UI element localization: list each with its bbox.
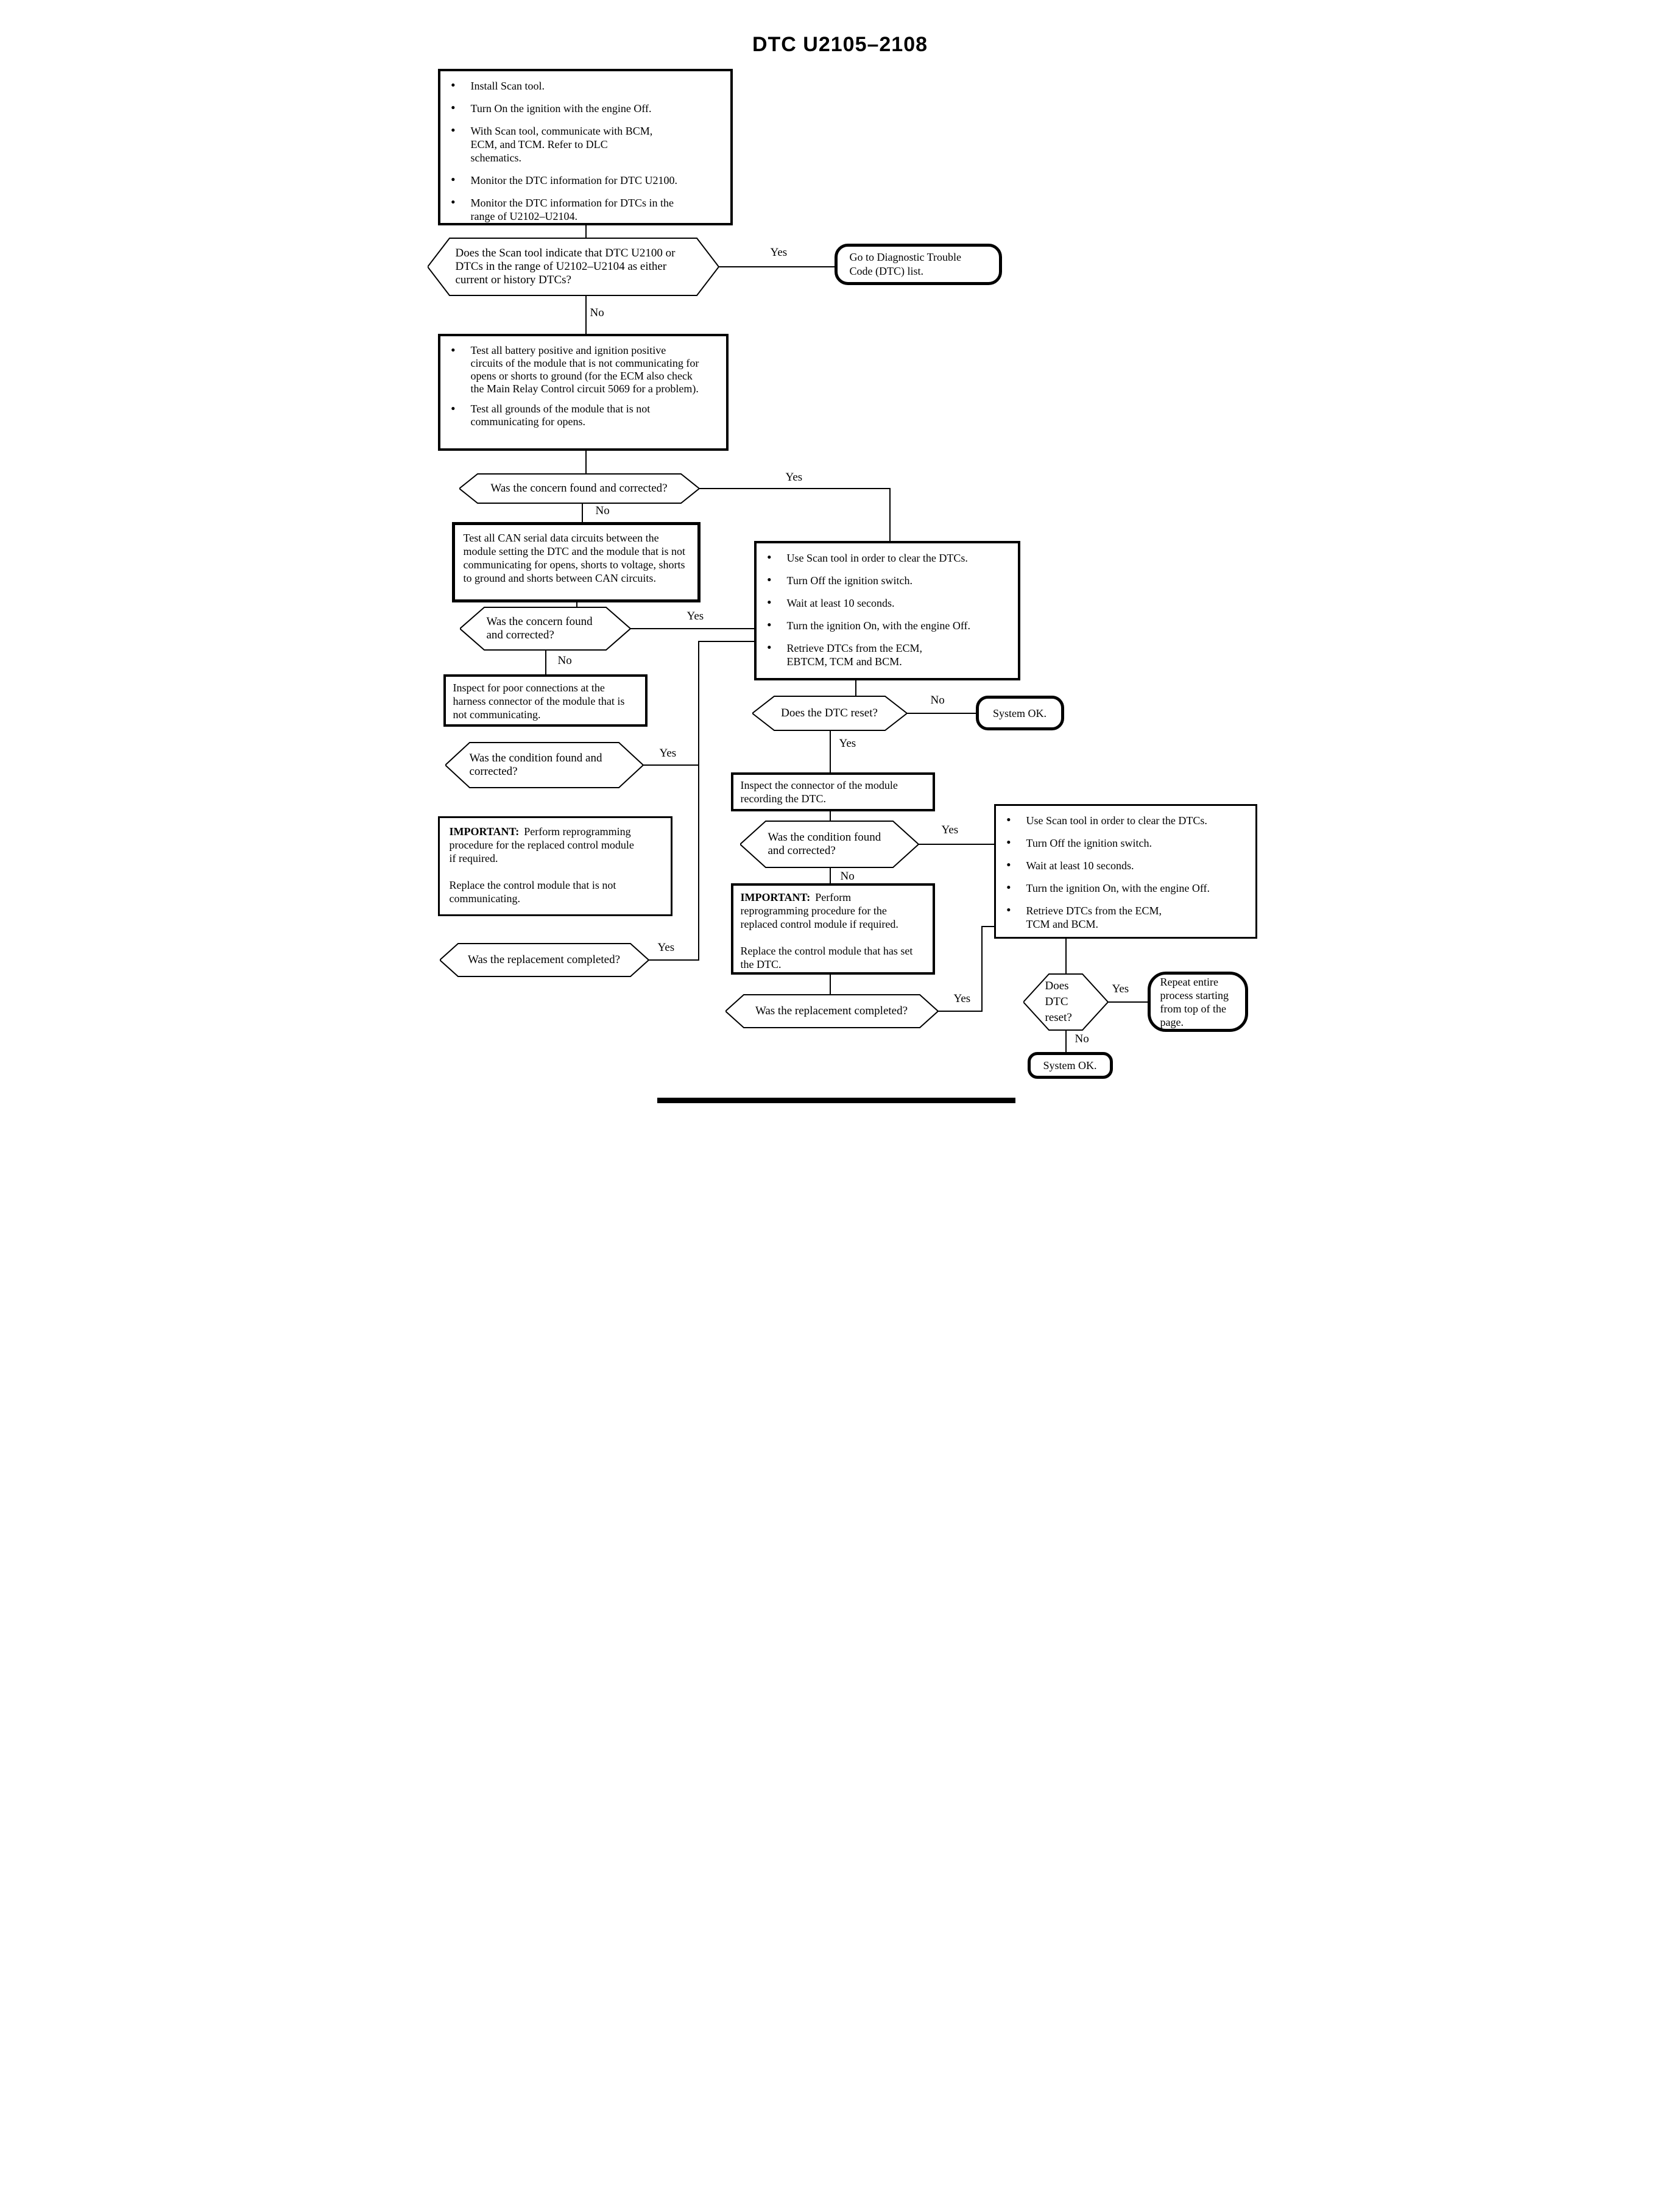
box-text: [741, 891, 919, 931]
list-item: [768, 596, 1007, 610]
condition-corrected-decision-1: [445, 742, 643, 788]
connector-line: [719, 266, 835, 267]
step-text: Retrieve DTCs from the ECM, TCM and BCM.: [1026, 905, 1162, 930]
connector-line: [830, 868, 831, 883]
concern-corrected-decision-1: [459, 473, 699, 504]
step-text: Retrieve DTCs from the ECM, EBTCM, TCM and BCM.: [786, 642, 922, 668]
step-text: Wait at least 10 seconds.: [1026, 860, 1134, 872]
list-item: [451, 174, 719, 187]
decision-text: Does DTC reset?: [1045, 980, 1072, 1024]
step-text: Use Scan tool in order to clear the DTCs.: [1026, 814, 1207, 827]
step-text: With Scan tool, communicate with BCM, ECM, and TCM. Refer to DLC schematics.: [470, 125, 653, 164]
connector-line: [830, 975, 831, 994]
edge-label-yes-1: Yes: [770, 246, 788, 259]
bullet-icon: •: [1006, 814, 1011, 827]
connector-line: [582, 504, 583, 522]
replacement-completed-decision-1: [440, 943, 649, 977]
list-item: [451, 124, 719, 164]
edge-label-yes-5: Yes: [659, 747, 677, 760]
connector-line: [585, 225, 587, 238]
list-item: [768, 619, 1007, 632]
list-item: [1007, 836, 1244, 850]
connector-line: [630, 628, 754, 629]
connector-line: [907, 713, 976, 714]
bullet-icon: •: [451, 174, 456, 186]
step-text: Turn Off the ignition switch.: [786, 574, 913, 587]
terminal-text: System OK.: [992, 707, 1046, 719]
system-ok-terminal-1: [976, 696, 1064, 730]
step-text: Wait at least 10 seconds.: [786, 597, 895, 609]
connector-line: [643, 764, 698, 766]
connector-line: [1108, 1001, 1148, 1003]
terminal-text: Go to Diagnostic Trouble Code (DTC) list.: [849, 251, 962, 277]
step-text: Turn Off the ignition switch.: [1026, 837, 1152, 849]
bullet-icon: •: [767, 551, 772, 564]
important-label: IMPORTANT:: [449, 825, 520, 838]
inspect-connector-box: [731, 772, 935, 811]
bullet-icon: •: [1006, 904, 1011, 917]
connector-line: [698, 641, 754, 642]
paragraph-text: Replace the control module that has set the DTC.: [740, 945, 913, 970]
edge-label-no-6: No: [1075, 1033, 1089, 1045]
poor-connections-box: [443, 674, 648, 727]
decision-text: Was the concern found and corrected?: [486, 615, 593, 641]
system-ok-terminal-2: [1028, 1052, 1113, 1079]
step-text: Monitor the DTC information for DTC U2100.: [470, 174, 677, 186]
list-item: [451, 344, 715, 395]
connector-line: [889, 488, 891, 541]
power-ground-test-box: [438, 334, 729, 451]
connector-line: [830, 730, 831, 772]
decision-text: Was the replacement completed?: [755, 1004, 908, 1017]
list-item: [1007, 814, 1244, 827]
clear-dtcs-box-1: [754, 541, 1020, 680]
condition-corrected-decision-2: [740, 821, 919, 868]
connector-line: [938, 1011, 981, 1012]
list-item: [1007, 859, 1244, 872]
bullet-icon: •: [1006, 859, 1011, 872]
page-title: DTC U2105–2108: [752, 33, 928, 56]
edge-label-yes-2: Yes: [785, 471, 803, 484]
list-item: [1007, 881, 1244, 895]
connector-line: [981, 926, 983, 1012]
list-item: [768, 641, 1007, 668]
step-text: Turn the ignition On, with the engine Off.: [1026, 882, 1210, 894]
replacement-completed-decision-2: [725, 994, 938, 1028]
decision-text: Was the concern found and corrected?: [490, 482, 668, 495]
paragraph-text: Perform reprogramming procedure for the replaced control module if required.: [740, 891, 898, 930]
connector-line: [649, 959, 698, 961]
edge-label-yes-6: Yes: [941, 824, 959, 836]
edge-label-no-5: No: [840, 870, 855, 883]
edge-label-no-1: No: [590, 306, 604, 319]
step-text: Test all grounds of the module that is not communicating for opens.: [470, 403, 651, 428]
dtc-reset-decision-2: [1023, 973, 1108, 1031]
flowchart-page: [420, 0, 1260, 1105]
start-instructions-box: [438, 69, 733, 225]
connector-line: [698, 641, 699, 961]
box-text: Test all CAN serial data circuits between the module setting the DTC and the module that is not communicating for opens, shorts to voltage, shorts to ground and shorts between CAN circuits.: [463, 532, 685, 584]
bullet-icon: •: [767, 641, 772, 654]
list-item: [451, 196, 719, 223]
paragraph-text: Replace the control module that is not communicating.: [449, 879, 616, 905]
edge-label-yes-3: Yes: [686, 610, 704, 623]
edge-label-no-4: No: [930, 694, 945, 707]
bullet-icon: •: [767, 596, 772, 609]
decision-text: Does the Scan tool indicate that DTC U2100 or DTCs in the range of U2102–U2104 as either current or history DTCs?: [455, 247, 676, 286]
box-text: Inspect for poor connections at the harness connector of the module that is not communicating.: [453, 682, 625, 721]
connector-line: [1065, 1030, 1067, 1052]
dtc-reset-decision-1: [752, 696, 907, 731]
bullet-icon: •: [451, 344, 456, 357]
connector-line: [545, 651, 546, 674]
step-text: Turn the ignition On, with the engine Off.: [786, 620, 970, 632]
repeat-process-terminal: [1148, 972, 1248, 1032]
edge-label-yes-8: Yes: [953, 992, 971, 1005]
step-text: Install Scan tool.: [470, 80, 545, 92]
can-circuit-test-box: [452, 522, 701, 602]
important-replace-module-box-1: [438, 816, 672, 916]
clear-dtcs-box-2: [994, 804, 1257, 939]
connector-line: [830, 811, 831, 821]
bullet-icon: •: [1006, 881, 1011, 894]
bullet-icon: •: [451, 403, 456, 415]
important-replace-module-box-2: [731, 883, 935, 975]
list-item: [768, 574, 1007, 587]
connector-line: [855, 680, 856, 696]
important-label: IMPORTANT:: [740, 891, 811, 903]
edge-label-yes-4: Yes: [839, 737, 856, 750]
step-text: Use Scan tool in order to clear the DTCs.: [786, 552, 968, 564]
list-item: [1007, 904, 1244, 931]
bullet-icon: •: [1006, 836, 1011, 849]
terminal-text: Repeat entire process starting from top of the page.: [1160, 975, 1229, 1028]
box-text: Inspect the connector of the module recording the DTC.: [740, 779, 898, 805]
connector-line: [981, 926, 994, 927]
step-text: Test all battery positive and ignition positive circuits of the module that is not communicating for opens or shorts to ground (for the ECM also check the Main Relay Control circuit 5069 for a problem).: [470, 344, 699, 395]
goto-dtc-list-terminal: [835, 244, 1002, 285]
list-item: [451, 403, 715, 428]
list-item: [451, 79, 719, 93]
bullet-icon: •: [451, 124, 456, 137]
connector-line: [919, 844, 994, 845]
edge-label-no-2: No: [595, 504, 610, 517]
decision-text: Does the DTC reset?: [781, 707, 878, 719]
terminal-text: System OK.: [1043, 1059, 1097, 1071]
bullet-icon: •: [767, 619, 772, 632]
bullet-icon: •: [451, 196, 456, 209]
decision-text: Was the replacement completed?: [467, 953, 621, 966]
edge-label-yes-7: Yes: [657, 941, 675, 954]
bullet-icon: •: [451, 79, 456, 92]
list-item: [451, 102, 719, 115]
bullet-icon: •: [767, 574, 772, 587]
list-item: [768, 551, 1007, 565]
connector-line: [1065, 939, 1067, 973]
connector-line: [699, 488, 889, 489]
bullet-icon: •: [451, 102, 456, 115]
step-text: Monitor the DTC information for DTCs in the range of U2102–U2104.: [470, 197, 674, 222]
step-text: Turn On the ignition with the engine Off.: [470, 102, 652, 115]
connector-line: [585, 296, 587, 334]
decision-text: Was the condition found and corrected?: [469, 752, 602, 778]
paragraph-text: Perform reprogramming procedure for the replaced control module if required.: [449, 825, 634, 864]
concern-corrected-decision-2: [460, 607, 630, 651]
bottom-rule: [657, 1098, 1015, 1103]
box-text: [450, 825, 643, 865]
scan-indicates-decision: [428, 238, 719, 296]
edge-label-yes-9: Yes: [1112, 983, 1129, 995]
decision-text: Was the condition found and corrected?: [768, 831, 881, 857]
connector-line: [585, 451, 587, 473]
edge-label-no-3: No: [557, 654, 572, 667]
